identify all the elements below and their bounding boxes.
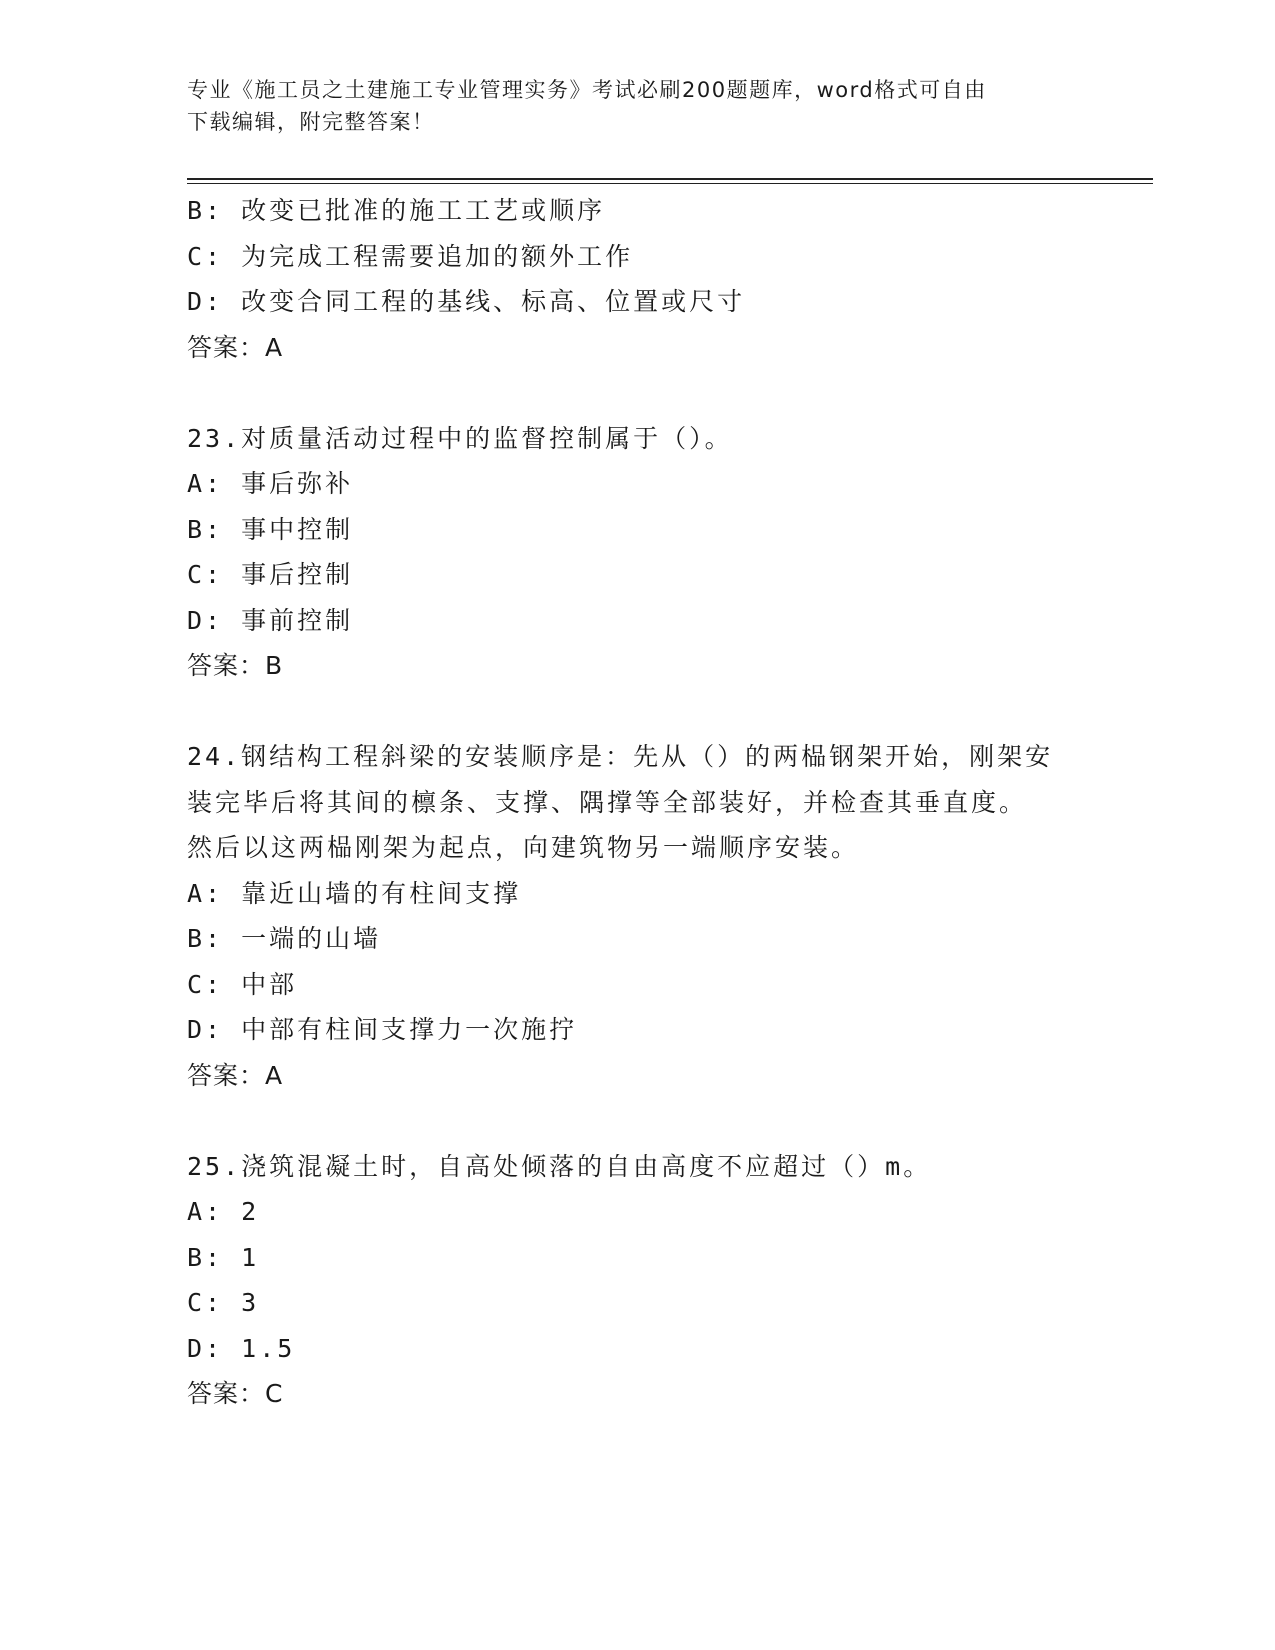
- question-stem: 23.对质量活动过程中的监督控制属于（）。: [187, 423, 733, 453]
- option-b: B: 1: [187, 1242, 260, 1272]
- answer: 答案：A: [187, 332, 284, 362]
- question-24: [187, 734, 1087, 1098]
- spacer: [187, 689, 1087, 735]
- answer: 答案：B: [187, 651, 284, 680]
- header-divider: [187, 178, 1153, 184]
- option-c: C: 为完成工程需要追加的额外工作: [187, 241, 634, 271]
- header-line-1: 专业《施工员之土建施工专业管理实务》考试必刷200题题库，word格式可自由: [187, 78, 987, 102]
- question-stem: 24.钢结构工程斜梁的安装顺序是：先从（）的两榀钢架开始，刚架安: [187, 742, 1054, 771]
- option-a: A: 事后弥补: [187, 469, 354, 498]
- option-c: C: 中部: [187, 969, 298, 999]
- option-b: B: 改变已批准的施工工艺或顺序: [187, 196, 606, 225]
- question-stem: 装完毕后将其间的檩条、支撑、隅撑等全部装好，并检查其垂直度。: [187, 787, 1028, 817]
- spacer: [187, 370, 1087, 416]
- header-line-2: 下载编辑，附完整答案！: [187, 110, 435, 134]
- question-stem: 25.浇筑混凝土时，自高处倾落的自由高度不应超过（）m。: [187, 1151, 932, 1181]
- option-d: D: 事前控制: [187, 605, 354, 635]
- option-d: D: 改变合同工程的基线、标高、位置或尺寸: [187, 287, 746, 316]
- option-a: A: 靠近山墙的有柱间支撑: [187, 878, 522, 908]
- option-c: C: 事后控制: [187, 560, 354, 589]
- option-b: B: 一端的山墙: [187, 924, 382, 953]
- option-a: A: 2: [187, 1197, 260, 1226]
- option-d: D: 中部有柱间支撑力一次施拧: [187, 1015, 578, 1044]
- answer: 答案：C: [187, 1379, 284, 1408]
- option-d: D: 1.5: [187, 1333, 296, 1363]
- page-header: [187, 74, 1067, 138]
- option-b: B: 事中控制: [187, 514, 354, 544]
- prev-question-tail: [187, 188, 1087, 370]
- question-stem: 然后以这两榀刚架为起点，向建筑物另一端顺序安装。: [187, 833, 860, 862]
- question-content: [187, 188, 1087, 1417]
- question-25: [187, 1144, 1087, 1417]
- option-c: C: 3: [187, 1288, 260, 1317]
- question-23: [187, 416, 1087, 689]
- answer: 答案：A: [187, 1060, 284, 1090]
- spacer: [187, 1098, 1087, 1144]
